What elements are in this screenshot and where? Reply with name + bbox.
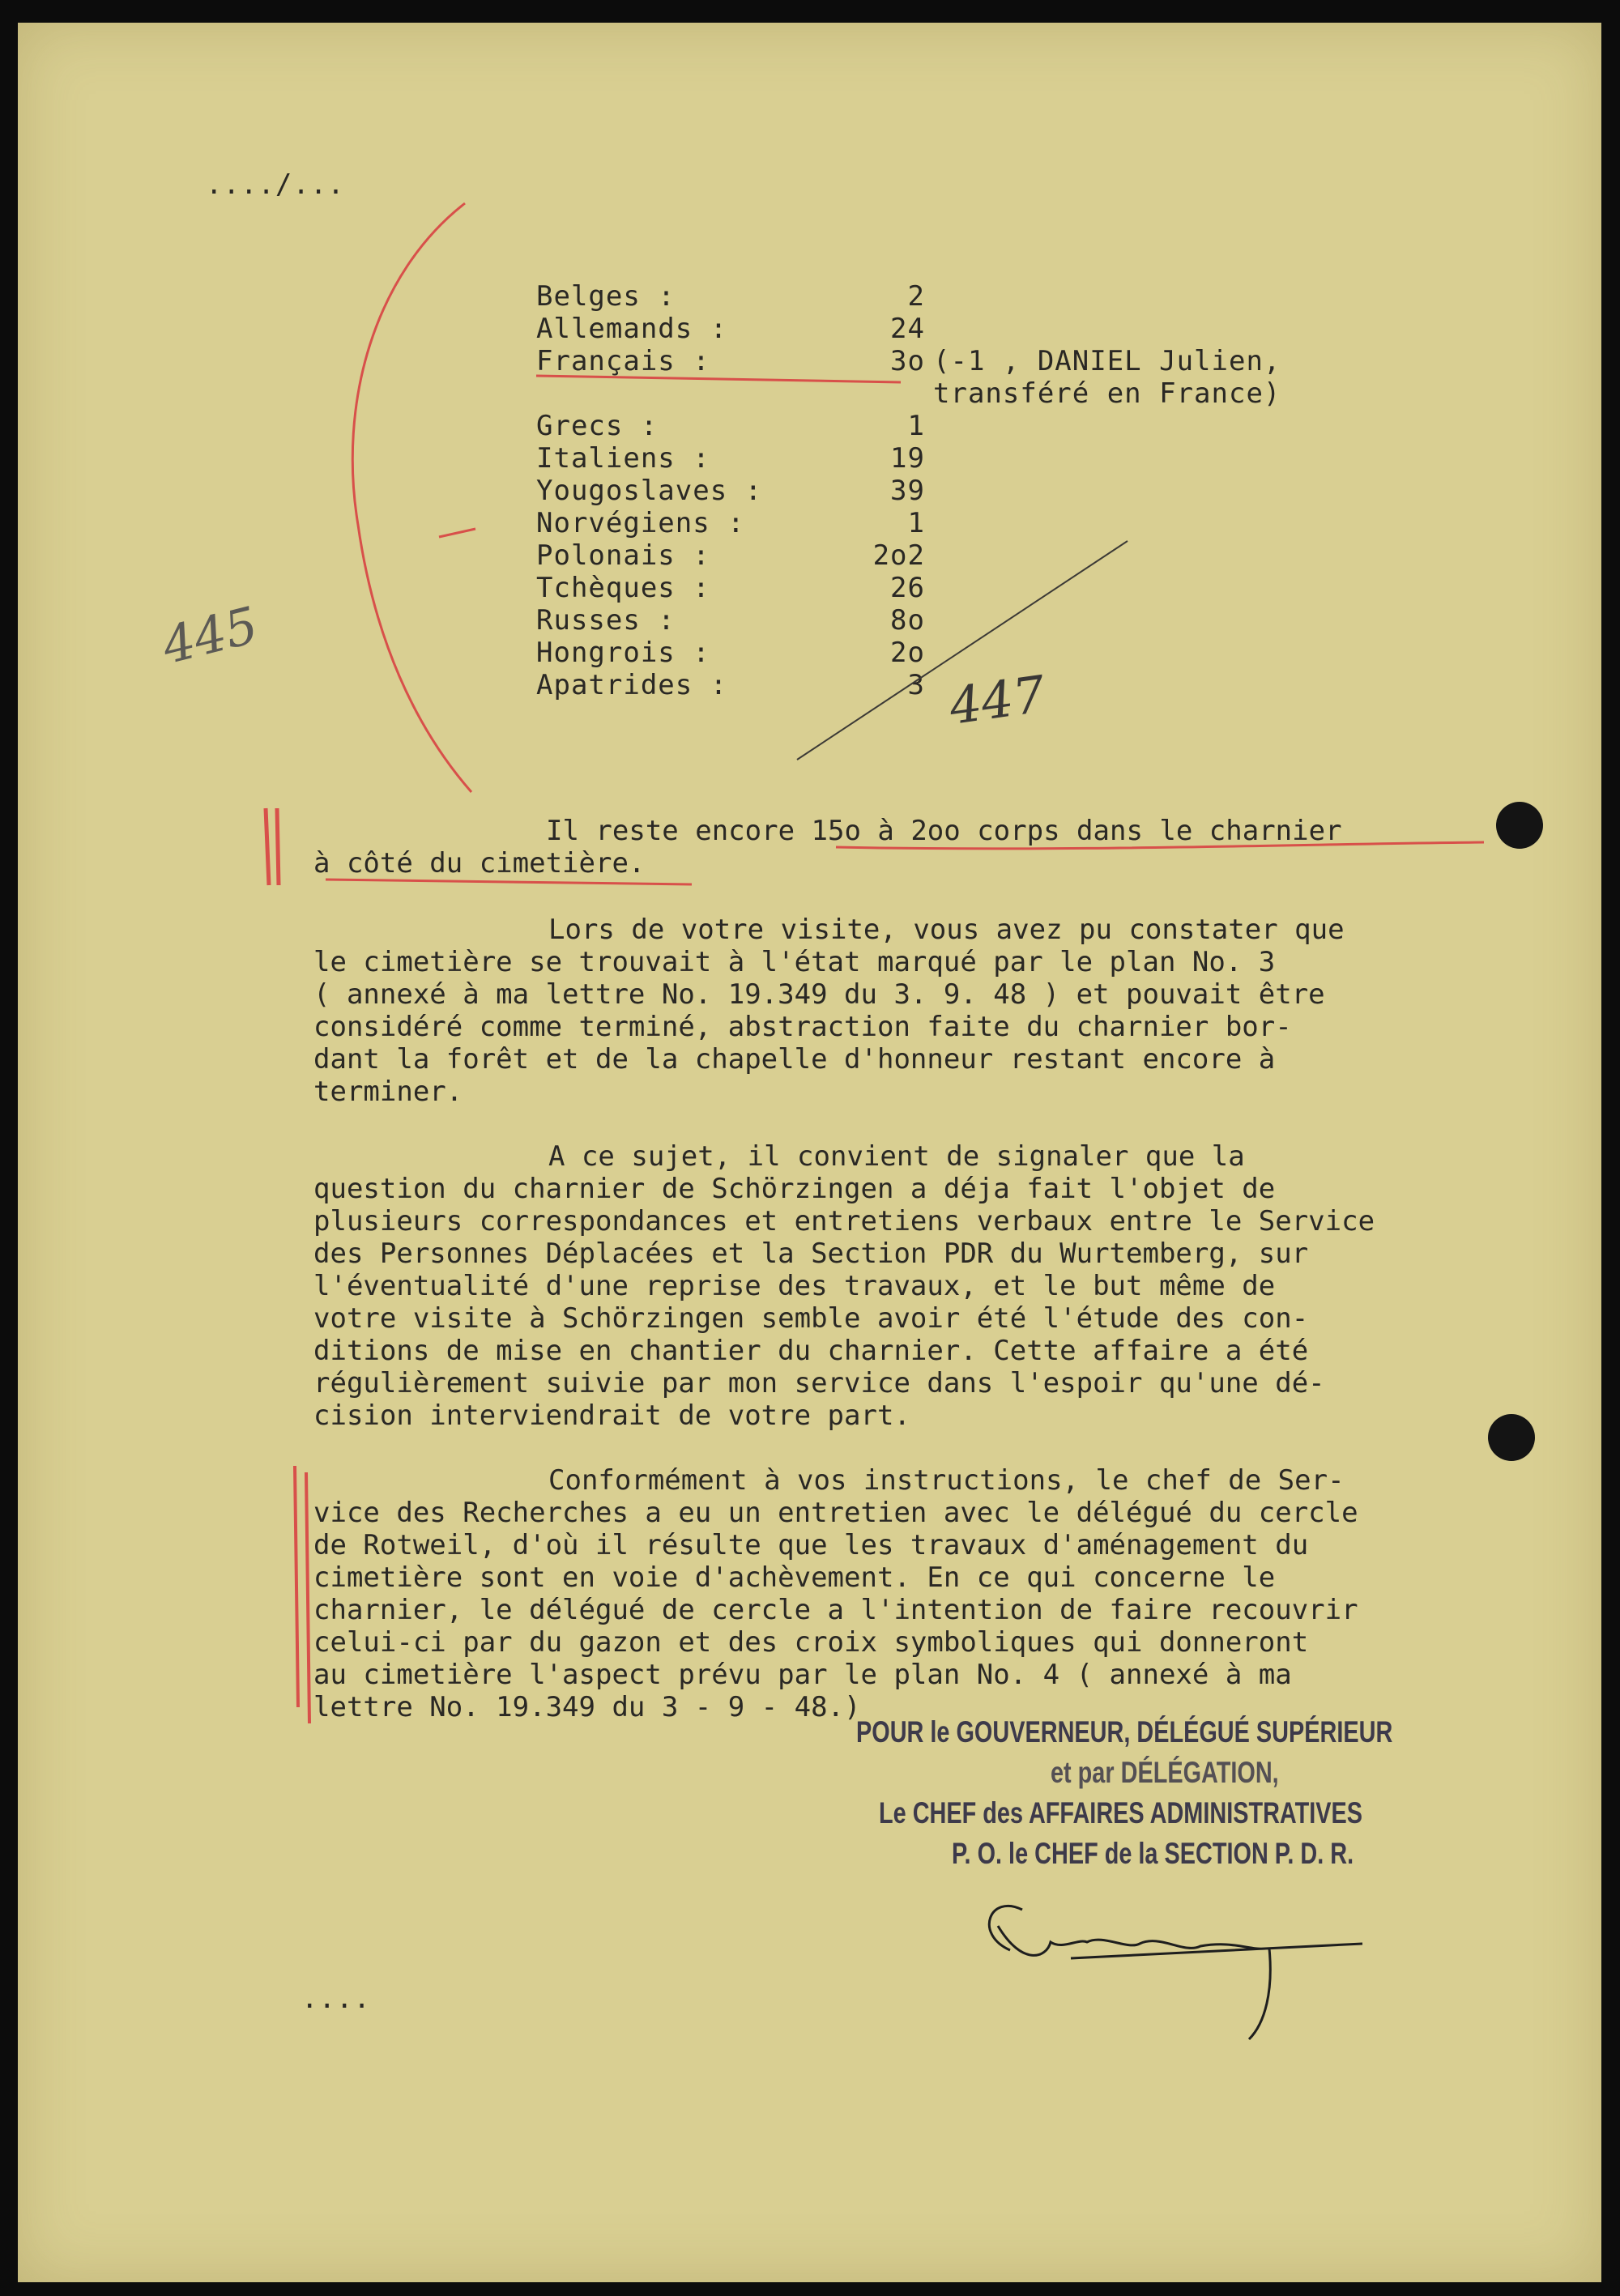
nationality-label: Hongrois : xyxy=(536,637,710,669)
paragraph-line: à côté du cimetière. xyxy=(313,847,646,880)
nationality-label: Italiens : xyxy=(536,442,710,475)
handwritten-total-right: 447 xyxy=(945,664,1049,736)
nationality-count: 2o xyxy=(890,637,925,669)
paragraph-line: A ce sujet, il convient de signaler que la xyxy=(548,1140,1245,1173)
red-margin-mark-lower xyxy=(295,1466,309,1723)
paragraph-line: lettre No. 19.349 du 3 - 9 - 48.) xyxy=(313,1691,861,1723)
red-underline-remaining xyxy=(836,842,1484,849)
paragraph-line: Il reste encore 15o à 2oo corps dans le charnier xyxy=(546,815,1342,847)
paragraph-line: ditions de mise en chantier du charnier. Cette affaire a été xyxy=(313,1335,1309,1367)
nationality-label: Polonais : xyxy=(536,539,710,572)
paragraph-line: de Rotweil, d'où il résulte que les travaux d'aménagement du xyxy=(313,1529,1309,1561)
nationality-label: Tchèques : xyxy=(536,572,710,604)
paragraph-line: votre visite à Schörzingen semble avoir été l'étude des con- xyxy=(313,1302,1309,1335)
nationality-label: Grecs : xyxy=(536,410,659,442)
paragraph-line: dant la forêt et de la chapelle d'honneur restant encore à xyxy=(313,1043,1276,1076)
paragraph-line: des Personnes Déplacées et la Section PDR du Wurtemberg, sur xyxy=(313,1237,1309,1270)
nationality-label: Allemands : xyxy=(536,313,728,345)
red-underline-cemetery xyxy=(326,880,692,884)
nationality-count: 3o xyxy=(890,345,925,377)
annotation-marks xyxy=(18,23,1601,2282)
nationality-label: Russes : xyxy=(536,604,676,637)
nationality-count: 26 xyxy=(890,572,925,604)
stamp-line: Le CHEF des AFFAIRES ADMINISTRATIVES xyxy=(879,1796,1363,1830)
paragraph-line: vice des Recherches a eu un entretien avec le délégué du cercle xyxy=(313,1497,1358,1529)
nationality-count: 24 xyxy=(890,313,925,345)
paragraph-line: au cimetière l'aspect prévu par le plan No. 4 ( annexé à ma xyxy=(313,1659,1292,1691)
paragraph-line: terminer. xyxy=(313,1076,463,1108)
nationality-label: Belges : xyxy=(536,280,676,313)
paragraph-line: charnier, le délégué de cercle a l'intention de faire recouvrir xyxy=(313,1594,1358,1626)
nationality-label: Norvégiens : xyxy=(536,507,745,539)
nationality-count: 2 xyxy=(907,280,925,313)
paragraph-line: considéré comme terminé, abstraction faite du charnier bor- xyxy=(313,1011,1292,1043)
france-note-line2: transféré en France) xyxy=(933,377,1281,410)
paragraph-line: cision interviendrait de votre part. xyxy=(313,1399,910,1432)
paragraph-line: cimetière sont en voie d'achèvement. En ce qui concerne le xyxy=(313,1561,1276,1594)
nationality-count: 2o2 xyxy=(872,539,925,572)
france-note-line1: (-1 , DANIEL Julien, xyxy=(933,345,1281,377)
paragraph-line: celui-ci par du gazon et des croix symboliques qui donneront xyxy=(313,1626,1309,1659)
stamp-line: POUR le GOUVERNEUR, DÉLÉGUÉ SUPÉRIEUR xyxy=(856,1715,1393,1749)
nationality-label: Apatrides : xyxy=(536,669,728,701)
paragraph-line: régulièrement suivie par mon service dans l'espoir qu'une dé- xyxy=(313,1367,1325,1399)
nationality-count: 3 xyxy=(907,669,925,701)
nationality-count: 8o xyxy=(890,604,925,637)
red-tick-mark xyxy=(439,529,475,537)
nationality-count: 39 xyxy=(890,475,925,507)
pencil-sum-line xyxy=(797,541,1128,760)
nationality-count: 19 xyxy=(890,442,925,475)
continuation-header: ..../... xyxy=(206,168,345,201)
red-margin-mark-upper xyxy=(266,808,279,885)
red-bracket-table xyxy=(352,203,471,792)
red-underline-francais xyxy=(536,376,901,382)
nationality-label: Français : xyxy=(536,345,710,377)
nationality-count: 1 xyxy=(907,410,925,442)
document-page xyxy=(18,23,1601,2282)
nationality-label: Yougoslaves : xyxy=(536,475,763,507)
handwritten-total-left: 445 xyxy=(156,594,264,676)
continuation-footer: .... xyxy=(301,1983,371,2015)
paragraph-line: Lors de votre visite, vous avez pu constater que xyxy=(548,914,1345,946)
paragraph-line: Conformément à vos instructions, le chef de Ser- xyxy=(548,1464,1345,1497)
paragraph-line: question du charnier de Schörzingen a déja fait l'objet de xyxy=(313,1173,1276,1205)
paragraph-line: ( annexé à ma lettre No. 19.349 du 3. 9. 48 ) et pouvait être xyxy=(313,978,1325,1011)
stamp-line: P. O. le CHEF de la SECTION P. D. R. xyxy=(952,1837,1354,1870)
paragraph-line: l'éventualité d'une reprise des travaux, et le but même de xyxy=(313,1270,1276,1302)
paragraph-line: plusieurs correspondances et entretiens verbaux entre le Service xyxy=(313,1205,1375,1237)
signature-mark xyxy=(989,1906,1362,2039)
paragraph-line: le cimetière se trouvait à l'état marqué par le plan No. 3 xyxy=(313,946,1276,978)
stamp-line: et par DÉLÉGATION, xyxy=(1051,1756,1279,1789)
nationality-count: 1 xyxy=(907,507,925,539)
